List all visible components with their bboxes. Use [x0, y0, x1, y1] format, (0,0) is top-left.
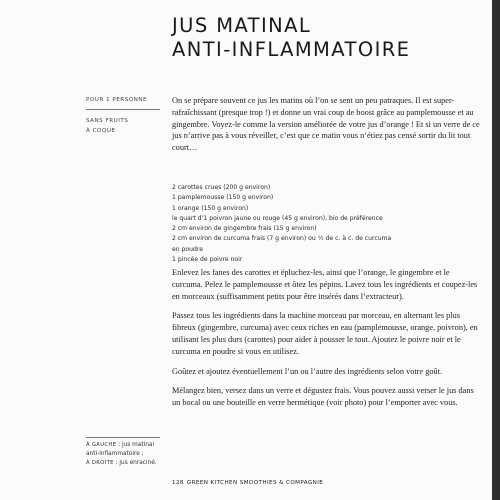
ingredient-list — [172, 183, 472, 265]
ingredient-item: le quart d’1 poivron jaune ou rouge (45 g environ), bio de préférence — [172, 214, 383, 222]
recipe-meta — [86, 97, 166, 136]
page-number: 128 — [172, 480, 184, 486]
diet-tag: SANS FRUITS — [86, 118, 129, 124]
step-paragraph: Passez tous les ingrédients dans la machine morceau par morceau, en alternant les plus fibreux (gingembre, curcuma) avec ceux riches en eau (pamplemousse, orange, poivron), en utilisant les plus durs (carottes) pour aider à pousser le tout. Ajoutez le poivre noir et le curcuma en poudre si vous en utilisez. — [172, 311, 478, 356]
page-edge-bar — [492, 0, 500, 500]
ingredient-item: 1 pincée de poivre noir — [172, 256, 243, 264]
ingredient-item: 2 cm environ de gingembre frais (15 g environ) — [172, 225, 317, 233]
recipe-intro: On se prépare souvent ce jus les matins où l’on se sent un peu patraques. Il est super-rafraîchissant (presque trop !) et donne un vrai coup de boost grâce au pamplemousse et au gingembre. Voyez-le comme la version améliorée de votre jus d’orange ! Et si un verre de ce jus n’arrive pas à vous réveiller, c’est que ce matin vous n’étiez pas censé sortir du lit tout court… — [172, 96, 480, 153]
caption-left-label: À GAUCHE — [86, 442, 117, 448]
caption-left — [86, 441, 162, 459]
caption-right-text: : jus enraciné. — [113, 460, 157, 466]
recipe-title — [172, 14, 482, 62]
servings-label: POUR 1 PERSONNE — [86, 97, 148, 103]
step-paragraph: Enlevez les fanes des carottes et épluchez-les, ainsi que l’orange, le gingembre et le curcuma. Pelez le pamplemousse et ôtez les pépins. Lavez tous les ingrédients et coupez-les en morceaux (suffisamment petits pour être insérés dans l’extracteur). — [172, 268, 478, 301]
diet-tag: À COQUE — [86, 128, 116, 134]
meta-divider — [86, 109, 160, 110]
caption-right-label: À DROITE — [86, 460, 114, 466]
ingredient-item: 2 cm environ de curcuma frais (7 g environ) ou ½ de c. à c. de curcuma — [172, 235, 392, 243]
ingredient-item: 1 pamplemousse (150 g environ) — [172, 194, 274, 202]
photo-caption — [86, 437, 162, 468]
recipe-title-line-2: ANTI-INFLAMMATOIRE — [172, 38, 411, 61]
recipe-steps — [172, 267, 482, 417]
book-title: GREEN KITCHEN SMOOTHIES & COMPAGNIE — [186, 480, 324, 486]
step-paragraph: Mélangez bien, versez dans un verre et dégustez frais. Vous pouvez aussi verser le jus dans un bocal ou une bouteille en verre hermétique (voir photo) pour l’emporter avec vous. — [172, 386, 474, 408]
caption-right — [86, 459, 162, 468]
step-paragraph: Goûtez et ajoutez éventuellement l’un ou l’autre des ingrédients selon votre goût. — [172, 366, 443, 376]
caption-divider — [86, 437, 160, 438]
recipe-title-line-1: JUS MATINAL — [172, 14, 312, 37]
ingredient-item: 1 orange (150 g environ) — [172, 204, 249, 212]
ingredient-item: 2 carottes crues (200 g environ) — [172, 184, 271, 191]
ingredient-item: en poudre — [172, 245, 203, 253]
caption-left-text: : jus matinal anti-inflammatoire ; — [86, 442, 155, 457]
page-footer — [172, 480, 472, 486]
